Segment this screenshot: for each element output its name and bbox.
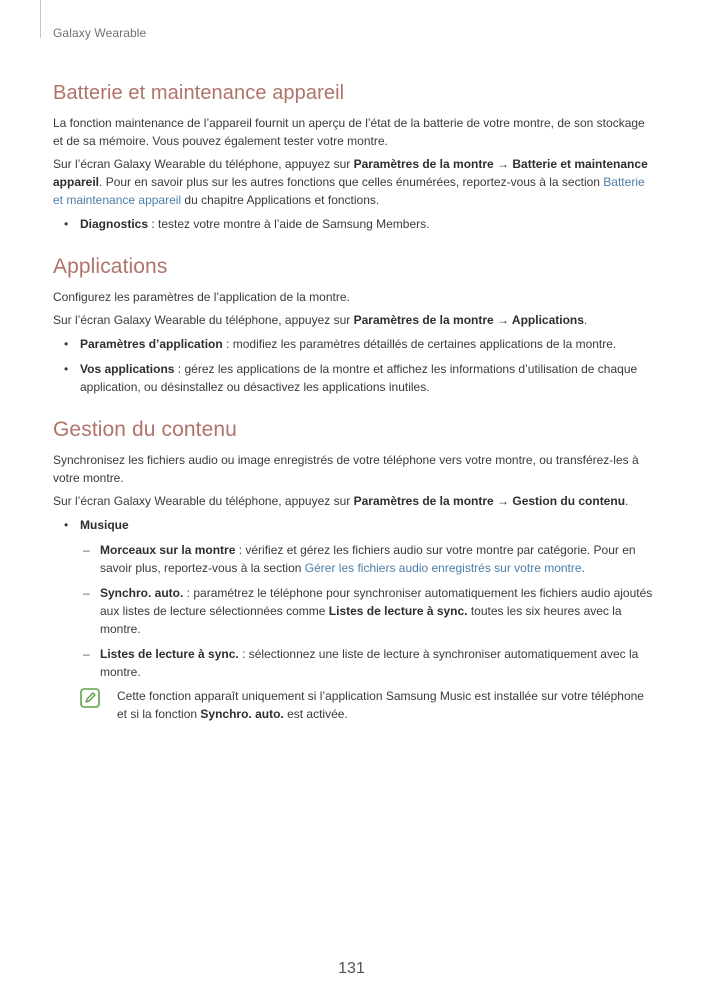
audio-files-link[interactable]: Gérer les fichiers audio enregistrés sur votre montre — [304, 561, 582, 575]
music-label: Musique — [80, 518, 129, 532]
note-text: Cette fonction apparaît uniquement si l’application Samsung Music est installée sur votre téléphone et si la fonction Synchro. auto. est activée. — [117, 689, 644, 721]
applications-path: Sur l’écran Galaxy Wearable du téléphone, appuyez sur Paramètres de la montre → Applications. — [53, 313, 588, 327]
page-content — [53, 80, 653, 723]
dash-icon: – — [83, 586, 90, 600]
list-item: – Listes de lecture à sync. : sélectionnez une liste de lecture à synchroniser automatiquement avec la montre. — [83, 647, 639, 679]
content-options — [53, 516, 653, 681]
list-item: • Diagnostics : testez votre montre à l’aide de Samsung Members. — [64, 217, 430, 231]
battery-intro: La fonction maintenance de l’appareil fournit un aperçu de l’état de la batterie de votre montre, de son stockage et de sa mémoire. Vous pouvez également tester votre montre. — [53, 116, 645, 148]
dash-icon: – — [83, 647, 90, 661]
running-header: Galaxy Wearable — [53, 26, 147, 40]
menu-path-content: Paramètres de la montre → Gestion du contenu — [353, 494, 626, 508]
list-item — [53, 516, 653, 681]
applications-intro: Configurez les paramètres de l’application de la montre. — [53, 290, 350, 304]
list-item: – Morceaux sur la montre : vérifiez et gérez les fichiers audio sur votre montre par catégorie. Pour en savoir plus, reportez-vous à la section Gérer les fichiers audio enregistrés sur votre montre. — [83, 543, 636, 575]
menu-path-applications: Paramètres de la montre → Applications — [353, 313, 584, 327]
list-item: – Synchro. auto. : paramétrez le téléphone pour synchroniser automatiquement les fichiers audio ajoutés aux listes de lecture sélectionnées comme Listes de lecture à sync. toutes les six heures avec la montre. — [83, 586, 653, 636]
content-path: Sur l’écran Galaxy Wearable du téléphone, appuyez sur Paramètres de la montre → Gestion du contenu. — [53, 494, 629, 508]
page-number: 131 — [338, 960, 365, 977]
header-divider — [40, 0, 41, 38]
bullet-icon: • — [64, 217, 69, 231]
bullet-icon: • — [64, 362, 69, 376]
battery-path: Sur l’écran Galaxy Wearable du téléphone, appuyez sur Paramètres de la montre → Batterie et maintenance appareil. Pour en savoir plus sur les autres fonctions que celles énumérées, reportez-vous à la section Batterie et maintenance appareil du chapitre Applications et fonctions. — [53, 157, 648, 207]
note-box — [53, 687, 653, 723]
section-title-applications: Applications — [53, 255, 168, 278]
applications-options — [53, 335, 653, 396]
battery-section-link[interactable]: Batterie et maintenance appareil — [53, 175, 645, 207]
section-title-battery: Batterie et maintenance appareil — [53, 82, 345, 104]
section-title-content: Gestion du contenu — [53, 418, 237, 441]
battery-options — [53, 215, 653, 233]
bullet-icon: • — [64, 518, 69, 532]
menu-path-battery: Paramètres de la montre → Batterie et maintenance appareil — [53, 157, 648, 189]
bullet-icon: • — [64, 337, 69, 351]
list-item: • Paramètres d’application : modifiez les paramètres détaillés de certaines applications de la montre. — [64, 337, 617, 351]
dash-icon: – — [83, 543, 90, 557]
music-suboptions — [80, 541, 653, 681]
content-intro: Synchronisez les fichiers audio ou image enregistrés de votre téléphone vers votre montre, ou transférez-les à votre montre. — [53, 453, 639, 485]
list-item: • Vos applications : gérez les applications de la montre et affichez les informations d’utilisation de chaque application, ou désinstallez ou désactivez les applications inutiles. — [64, 362, 638, 394]
note-pencil-icon — [80, 688, 100, 708]
